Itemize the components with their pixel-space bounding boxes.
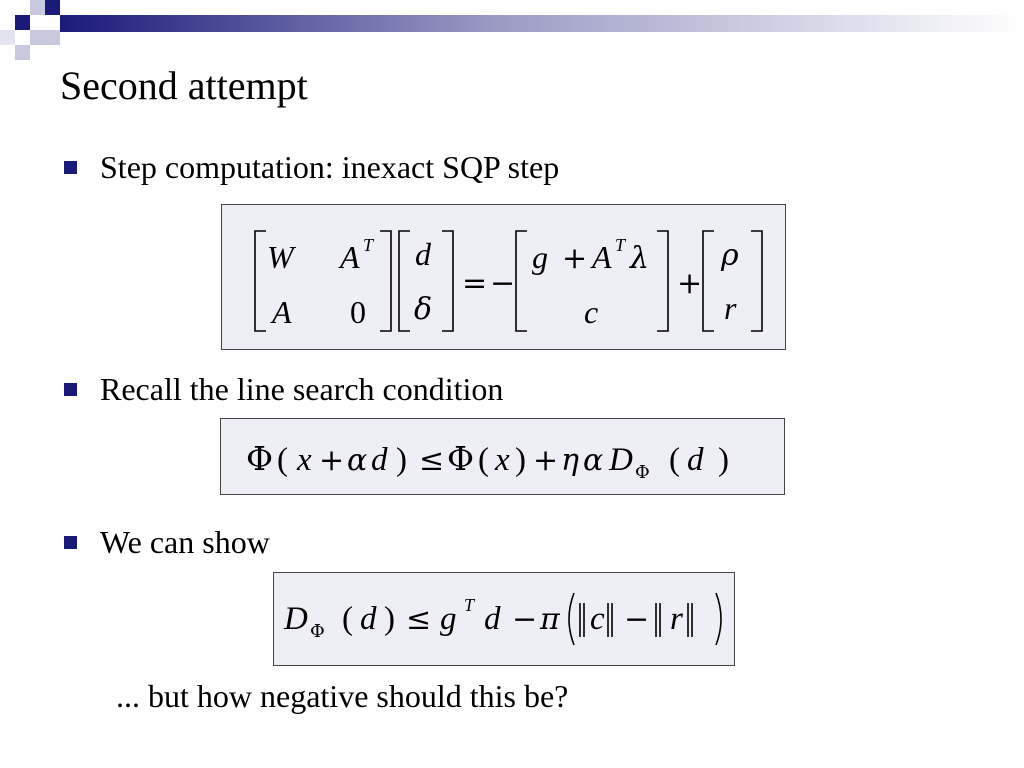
eq-symbol: (	[342, 601, 353, 637]
eq-operator: ≤	[419, 443, 445, 478]
left-bracket	[703, 231, 714, 331]
eq-symbol: d	[360, 601, 377, 637]
eq-symbol: g	[532, 239, 548, 275]
eq-superscript: T	[464, 595, 475, 615]
eq-symbol: D	[284, 601, 308, 637]
eq-symbol: λ	[630, 241, 650, 276]
kkt-equation-box	[221, 204, 786, 350]
right-bracket	[657, 231, 668, 331]
left-bracket	[399, 231, 410, 331]
left-paren	[569, 593, 574, 645]
bullet-marker	[64, 536, 77, 549]
eq-symbol: 0	[350, 294, 366, 330]
linesearch-equation-box	[220, 418, 785, 495]
eq-symbol: )	[718, 442, 729, 478]
eq-symbol: α	[583, 443, 604, 478]
eq-symbol: A	[340, 239, 360, 275]
eq-symbol: (	[277, 442, 288, 478]
eq-operator: −	[624, 602, 650, 637]
right-paren	[716, 593, 721, 645]
left-bracket	[516, 231, 527, 331]
bullet-text: Recall the line search condition	[100, 371, 504, 407]
eq-subscript: Φ	[310, 621, 325, 642]
header-gradient-bar	[60, 15, 1024, 32]
eq-symbol: A	[592, 239, 612, 275]
eq-superscript: T	[363, 235, 374, 255]
eq-symbol: Φ	[246, 439, 274, 478]
eq-operator: ≤	[406, 602, 432, 637]
eq-symbol: A	[272, 294, 292, 330]
eq-symbol: δ	[414, 292, 433, 327]
eq-symbol: d	[371, 442, 388, 478]
eq-operator: +	[533, 443, 559, 478]
eq-symbol: g	[440, 601, 457, 637]
eq-symbol: r	[724, 290, 737, 326]
eq-operator: −	[512, 602, 538, 637]
header-square	[15, 15, 30, 30]
bound-equation-box	[273, 572, 735, 666]
eq-subscript: Φ	[635, 462, 650, 483]
right-bracket	[751, 231, 762, 331]
eq-symbol: d	[484, 601, 501, 637]
right-bracket	[442, 231, 453, 331]
eq-superscript: T	[615, 235, 626, 255]
header-square	[30, 0, 45, 15]
header-square	[15, 45, 30, 60]
bullet-marker	[64, 161, 77, 174]
eq-symbol: π	[540, 602, 560, 637]
linesearch-equation	[221, 419, 786, 496]
eq-symbol: x	[495, 442, 510, 478]
eq-symbol: η	[561, 443, 579, 478]
bound-equation	[274, 573, 736, 667]
eq-symbol: (	[478, 442, 489, 478]
header-square	[45, 30, 60, 45]
header-square	[0, 0, 15, 15]
eq-symbol: )	[384, 601, 395, 637]
eq-operator: =	[462, 266, 488, 301]
eq-symbol: )	[396, 442, 407, 478]
bullet-text: We can show	[100, 524, 270, 560]
header-decoration	[0, 0, 1024, 60]
eq-symbol: ρ	[721, 238, 739, 273]
eq-symbol: c	[584, 294, 599, 330]
kkt-equation	[222, 205, 787, 351]
eq-symbol: c	[590, 601, 605, 637]
eq-symbol: d	[415, 236, 431, 272]
header-square	[30, 30, 45, 45]
left-bracket	[255, 231, 266, 331]
eq-operator: +	[319, 443, 345, 478]
eq-symbol: d	[687, 442, 704, 478]
right-bracket	[380, 231, 391, 331]
eq-symbol: )	[515, 442, 526, 478]
eq-symbol: α	[347, 443, 368, 478]
bullet-text: Step computation: inexact SQP step	[100, 149, 560, 185]
bullet-marker	[64, 383, 77, 396]
slide-title: Second attempt	[60, 63, 308, 108]
eq-symbol: (	[669, 442, 680, 478]
eq-symbol: r	[670, 601, 683, 637]
eq-operator: +	[562, 241, 588, 276]
eq-operator: −	[490, 266, 516, 301]
eq-symbol: x	[297, 442, 312, 478]
header-square	[0, 30, 15, 45]
closing-question: ... but how negative should this be?	[116, 678, 569, 714]
eq-symbol: D	[609, 442, 633, 478]
eq-symbol: W	[267, 239, 294, 275]
header-square	[45, 0, 60, 15]
eq-symbol: Φ	[447, 439, 475, 478]
eq-operator: +	[677, 266, 703, 301]
